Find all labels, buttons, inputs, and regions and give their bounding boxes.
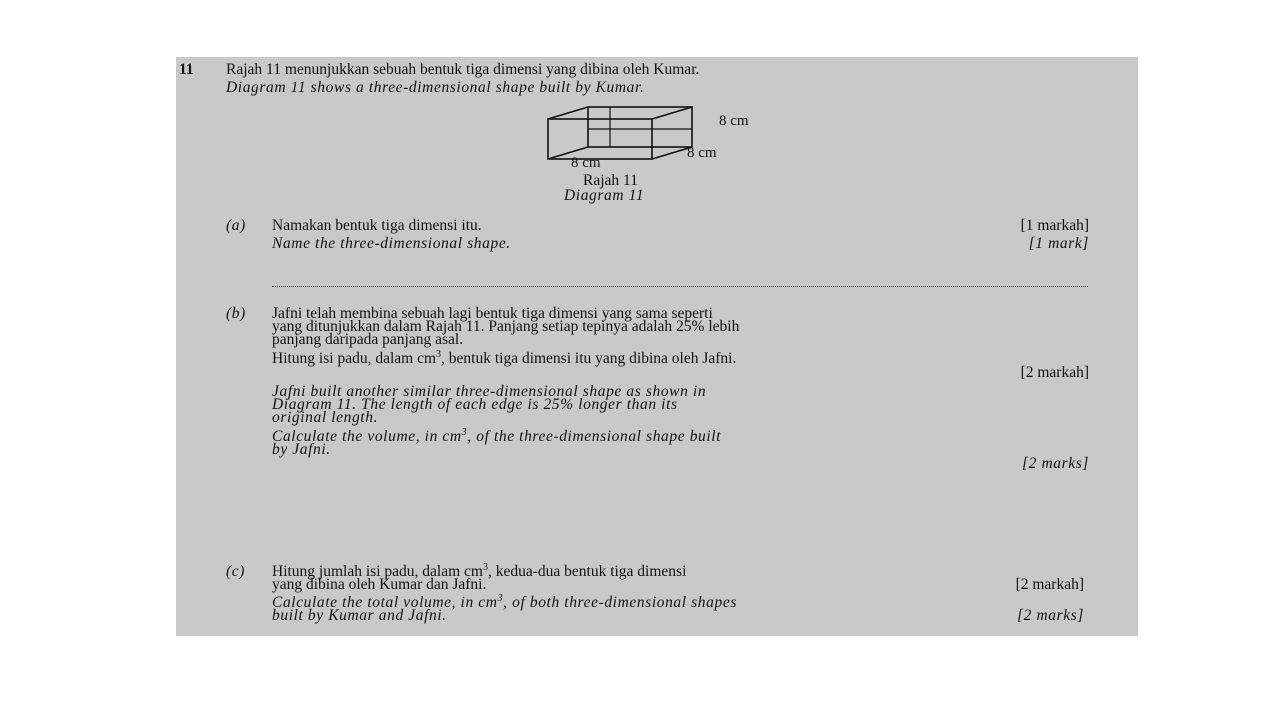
- part-a-marks-en: [1 mark]: [1028, 235, 1089, 252]
- part-c-label: (c): [226, 563, 246, 580]
- part-b-en-line1: Jafni built another similar three-dimensional shape as shown in: [272, 383, 707, 400]
- part-b-ms-calc: [272, 348, 737, 367]
- part-c-marks-ms: [2 markah]: [1015, 576, 1084, 593]
- cube-edge: [652, 147, 692, 159]
- superscript: 3: [482, 561, 488, 573]
- part-b-en-calc-text: Calculate the volume, in cm: [272, 428, 462, 445]
- question-intro-en: Diagram 11 shows a three-dimensional shape built by Kumar.: [226, 79, 645, 96]
- cube-edge: [652, 107, 692, 119]
- part-b-en-calc: [272, 426, 722, 445]
- part-b-en-line3: original length.: [272, 409, 379, 426]
- cube-width-label: 8 cm: [571, 155, 601, 171]
- cube-front-face: [548, 119, 652, 159]
- part-b-en-calc-line2: by Jafni.: [272, 441, 331, 458]
- part-b-ms-calc-text: Hitung isi padu, dalam cm: [272, 350, 437, 367]
- superscript: 3: [497, 592, 504, 604]
- question-intro-ms: Rajah 11 menunjukkan sebuah bentuk tiga dimensi yang dibina oleh Kumar.: [226, 61, 700, 78]
- part-c-en-text: Calculate the total volume, in cm: [272, 594, 498, 611]
- superscript: 3: [461, 426, 468, 438]
- cube-height-label: 8 cm: [719, 113, 749, 129]
- part-b-ms-line3: panjang daripada panjang asal.: [272, 331, 464, 348]
- cube-edge: [548, 107, 588, 119]
- superscript: 3: [436, 348, 442, 360]
- part-c-marks-en: [2 marks]: [1017, 607, 1084, 624]
- cube-depth-label: 8 cm: [687, 145, 717, 161]
- part-a-text-ms: Namakan bentuk tiga dimensi itu.: [272, 217, 482, 234]
- part-a-marks-ms: [1 markah]: [1020, 217, 1089, 234]
- diagram-caption-ms: Rajah 11: [583, 172, 638, 189]
- question-number: 11: [179, 61, 194, 78]
- part-c-en-line2: built by Kumar and Jafni.: [272, 607, 447, 624]
- part-b-marks-ms: [2 markah]: [1020, 364, 1089, 381]
- part-b-ms-calc-text-end: , bentuk tiga dimensi itu yang dibina oleh Jafni.: [441, 350, 737, 367]
- part-b-en-line2: Diagram 11. The length of each edge is 25% longer than its: [272, 396, 678, 413]
- part-a-text-en: Name the three-dimensional shape.: [272, 235, 511, 252]
- part-c-ms-text-end: , kedua-dua bentuk tiga dimensi: [487, 563, 687, 580]
- part-b-en-calc-text-end: , of the three-dimensional shape built: [467, 428, 722, 445]
- part-c-en-text-end: , of both three-dimensional shapes: [503, 594, 737, 611]
- part-c-ms-text: Hitung jumlah isi padu, dalam cm: [272, 563, 483, 580]
- part-a-label: (a): [226, 217, 246, 234]
- part-b-marks-en: [2 marks]: [1022, 455, 1089, 472]
- answer-line: [272, 286, 1088, 287]
- part-b-ms-line2: yang ditunjukkan dalam Rajah 11. Panjang setiap tepinya adalah 25% lebih: [272, 318, 740, 335]
- exam-page: [176, 57, 1138, 636]
- part-c-ms-line2: yang dibina oleh Kumar dan Jafni.: [272, 576, 487, 593]
- cube-back-face: [588, 107, 692, 147]
- cube-diagram: [544, 105, 704, 165]
- diagram-caption-en: Diagram 11: [564, 187, 645, 204]
- part-b-ms-line1: Jafni telah membina sebuah lagi bentuk tiga dimensi yang sama seperti: [272, 305, 713, 322]
- part-b-label: (b): [226, 305, 246, 322]
